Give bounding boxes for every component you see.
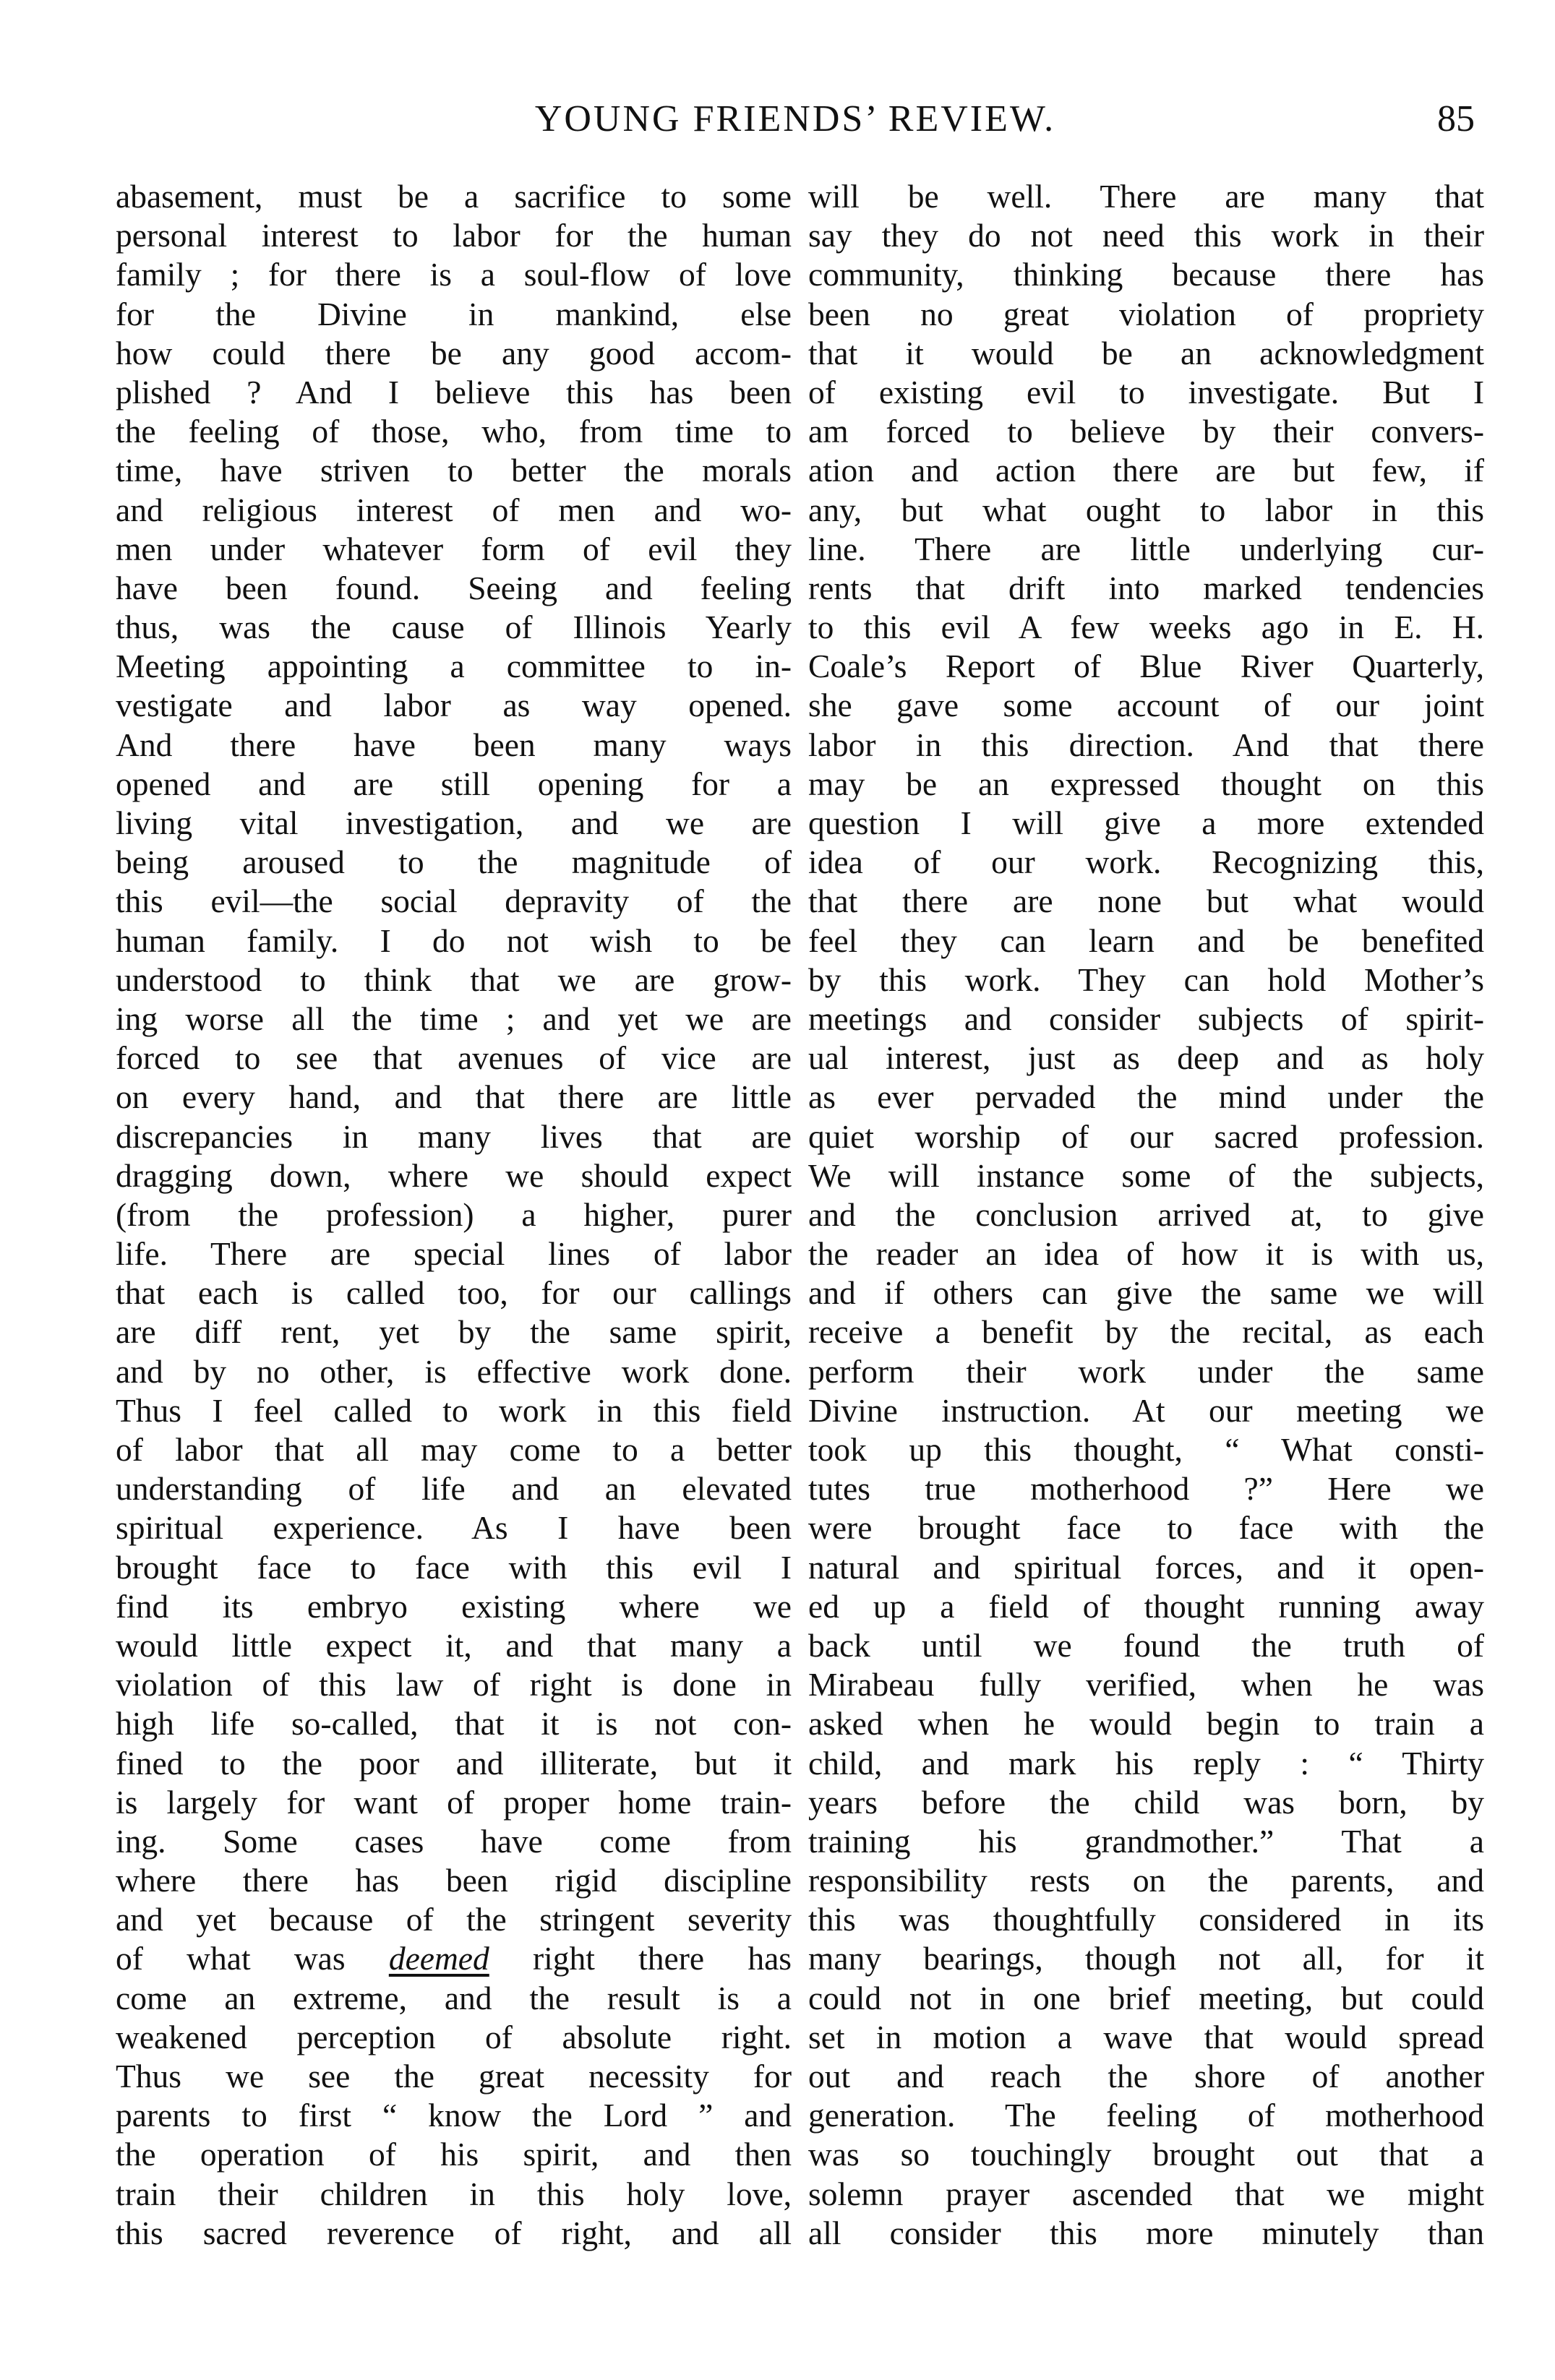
text-line: dragging down, where we should expect <box>116 1156 792 1194</box>
text-line: been no great violation of propriety <box>808 295 1484 332</box>
text-line: life. There are special lines of labor <box>116 1235 792 1273</box>
text-line: any, but what ought to labor in this <box>808 491 1484 528</box>
emphasized-word: deemed <box>388 1940 489 1977</box>
text-line: vestigate and labor as way opened. <box>116 687 792 724</box>
text-line: family ; for there is a soul-flow of love <box>116 256 792 293</box>
text-line: weakened perception of absolute right. <box>116 2018 792 2055</box>
text-line: ual interest, just as deep and as holy <box>808 1039 1484 1077</box>
text-line: that each is called too, for our callings <box>116 1274 792 1312</box>
text-line: brought face to face with this evil I <box>116 1548 792 1586</box>
text-line: responsibility rests on the parents, and <box>808 1862 1484 1899</box>
text-line: training his grandmother.” That a <box>808 1822 1484 1860</box>
text-line-with-emphasis <box>116 1939 792 1978</box>
text-fragment: of what was <box>116 1940 346 1977</box>
text-line: spiritual experience. As I have been <box>116 1509 792 1547</box>
text-line: this evil—the social depravity of the <box>116 882 792 920</box>
text-line: train their children in this holy love, <box>116 2175 792 2212</box>
text-line: where there has been rigid discipline <box>116 1862 792 1899</box>
text-line: how could there be any good accom- <box>116 334 792 371</box>
text-line: and the conclusion arrived at, to give <box>808 1195 1484 1233</box>
text-line: Mirabeau fully verified, when he was <box>808 1666 1484 1704</box>
text-line: We will instance some of the subjects, <box>808 1156 1484 1194</box>
text-line: idea of our work. Recognizing this, <box>808 843 1484 881</box>
text-line: question I will give a more extended <box>808 804 1484 841</box>
text-line: will be well. There are many that <box>808 178 1484 215</box>
text-line: ed up a field of thought running away <box>808 1587 1484 1625</box>
text-line: quiet worship of our sacred profession. <box>808 1117 1484 1155</box>
text-line: say they do not need this work in their <box>808 217 1484 254</box>
text-line: thus, was the cause of Illinois Yearly <box>116 609 792 646</box>
text-line: receive a benefit by the recital, as each <box>808 1313 1484 1351</box>
text-line: the feeling of those, who, from time to <box>116 413 792 450</box>
text-line: took up this thought, “ What consti- <box>808 1431 1484 1468</box>
text-line: to this evil A few weeks ago in E. H. <box>808 609 1484 646</box>
text-line: many bearings, though not all, for it <box>808 1940 1484 1977</box>
text-line: line. There are little underlying cur- <box>808 530 1484 567</box>
text-line: opened and are still opening for a <box>116 765 792 802</box>
text-line: solemn prayer ascended that we might <box>808 2175 1484 2212</box>
text-line: labor in this direction. And that there <box>808 726 1484 763</box>
text-line: is largely for want of proper home train- <box>116 1783 792 1821</box>
text-line: child, and mark his reply : “ Thirty <box>808 1744 1484 1782</box>
text-line: (from the profession) a higher, purer <box>116 1195 792 1233</box>
left-text-column <box>116 177 792 2253</box>
text-line: was so touchingly brought out that a <box>808 2136 1484 2173</box>
text-line: all consider this more minutely than <box>808 2214 1484 2251</box>
text-line: am forced to believe by their convers- <box>808 413 1484 450</box>
text-line: on every hand, and that there are little <box>116 1078 792 1116</box>
text-line: Coale’s Report of Blue River Quarterly, <box>808 648 1484 685</box>
text-line: and by no other, is effective work done. <box>116 1352 792 1390</box>
text-line: and yet because of the stringent severity <box>116 1901 792 1938</box>
text-line: this sacred reverence of right, and all <box>116 2214 792 2251</box>
text-line: understood to think that we are grow- <box>116 961 792 998</box>
text-line: could not in one brief meeting, but could <box>808 1979 1484 2016</box>
text-line: would little expect it, and that many a <box>116 1626 792 1664</box>
text-line: Thus we see the great necessity for <box>116 2058 792 2095</box>
text-line: of labor that all may come to a better <box>116 1431 792 1468</box>
page-number: 85 <box>1437 98 1475 139</box>
text-line: rents that drift into marked tendencies <box>808 569 1484 606</box>
text-line: generation. The feeling of motherhood <box>808 2097 1484 2134</box>
text-line: natural and spiritual forces, and it open- <box>808 1548 1484 1586</box>
text-line: ing. Some cases have come from <box>116 1822 792 1860</box>
text-line: were brought face to face with the <box>808 1509 1484 1547</box>
journal-title: YOUNG FRIENDS’ REVIEW. <box>534 98 1056 139</box>
text-line: And there have been many ways <box>116 726 792 763</box>
text-line: this was thoughtfully considered in its <box>808 1901 1484 1938</box>
text-line: fined to the poor and illiterate, but it <box>116 1744 792 1782</box>
text-line: tutes true motherhood ?” Here we <box>808 1470 1484 1508</box>
text-line: being aroused to the magnitude of <box>116 843 792 881</box>
text-line: years before the child was born, by <box>808 1783 1484 1821</box>
text-line: are diff rent, yet by the same spirit, <box>116 1313 792 1351</box>
text-line: discrepancies in many lives that are <box>116 1117 792 1155</box>
text-line: ation and action there are but few, if <box>808 452 1484 489</box>
text-line: perform their work under the same <box>808 1352 1484 1390</box>
text-line: as ever pervaded the mind under the <box>808 1078 1484 1116</box>
text-line: parents to first “ know the Lord ” and <box>116 2097 792 2134</box>
running-header <box>116 94 1475 152</box>
text-line: and if others can give the same we will <box>808 1274 1484 1312</box>
text-fragment: right there has <box>489 1940 792 1977</box>
text-line: she gave some account of our joint <box>808 687 1484 724</box>
text-line: abasement, must be a sacrifice to some <box>116 178 792 215</box>
text-line: feel they can learn and be benefited <box>808 922 1484 959</box>
text-line: violation of this law of right is done in <box>116 1666 792 1704</box>
text-line: by this work. They can hold Mother’s <box>808 961 1484 998</box>
text-line: and religious interest of men and wo- <box>116 491 792 528</box>
text-line: that there are none but what would <box>808 882 1484 920</box>
text-line: Thus I feel called to work in this field <box>116 1391 792 1429</box>
text-line: for the Divine in mankind, else <box>116 295 792 332</box>
text-line: the reader an idea of how it is with us, <box>808 1235 1484 1273</box>
text-line: ing worse all the time ; and yet we are <box>116 1000 792 1037</box>
text-line: may be an expressed thought on this <box>808 765 1484 802</box>
text-line: set in motion a wave that would spread <box>808 2018 1484 2055</box>
text-line: come an extreme, and the result is a <box>116 1979 792 2016</box>
text-line: community, thinking because there has <box>808 256 1484 293</box>
text-line: of existing evil to investigate. But I <box>808 373 1484 411</box>
text-line: high life so-called, that it is not con- <box>116 1705 792 1743</box>
text-line: have been found. Seeing and feeling <box>116 569 792 606</box>
text-line: find its embryo existing where we <box>116 1587 792 1625</box>
text-line: asked when he would begin to train a <box>808 1705 1484 1743</box>
text-line: human family. I do not wish to be <box>116 922 792 959</box>
text-line: men under whatever form of evil they <box>116 530 792 567</box>
text-line: out and reach the shore of another <box>808 2058 1484 2095</box>
right-text-column <box>808 177 1484 2253</box>
text-line: the operation of his spirit, and then <box>116 2136 792 2173</box>
text-line: plished ? And I believe this has been <box>116 373 792 411</box>
text-line: meetings and consider subjects of spirit- <box>808 1000 1484 1037</box>
text-line: Divine instruction. At our meeting we <box>808 1391 1484 1429</box>
text-line: time, have striven to better the morals <box>116 452 792 489</box>
text-line: Meeting appointing a committee to in- <box>116 648 792 685</box>
text-line: that it would be an acknowledgment <box>808 334 1484 371</box>
text-line: living vital investigation, and we are <box>116 804 792 841</box>
text-line: forced to see that avenues of vice are <box>116 1039 792 1077</box>
text-line: understanding of life and an elevated <box>116 1470 792 1508</box>
text-line: personal interest to labor for the human <box>116 217 792 254</box>
text-line: back until we found the truth of <box>808 1626 1484 1664</box>
